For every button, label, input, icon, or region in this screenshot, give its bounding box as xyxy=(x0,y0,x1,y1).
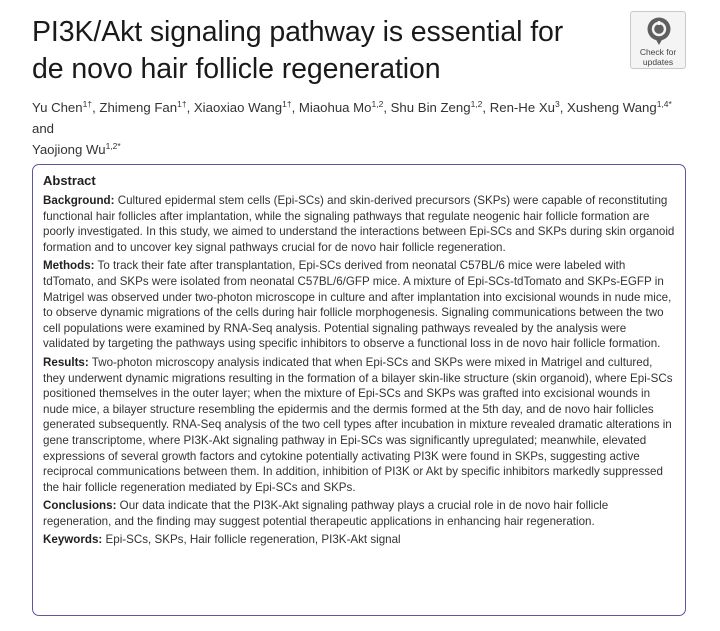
section-label: Methods: xyxy=(43,259,95,273)
author-affiliation: 3 xyxy=(554,99,560,109)
section-text: To track their fate after transplantation, Epi-SCs derived from neonatal C57BL/6 mice were labeled with tdTomato, and SKPs were isolated from neonatal C57BL/6/GFP mice. A mixture of Epi-SCs-tdTomato and SKPs-EGFP in Matrigel was observed under two-photon microscope in culture and after implantation into excisional wounds in nude mice, to observe dynamic migrations of the cells during hair follicle morphogenesis. Signaling communications between the two cell populations were examined by RNA-Seq analysis. Potential signaling pathways revealed by the analysis were validated by targeting the pathways using specific inhibitors to observe a functional loss in de novo hair follicle formation. xyxy=(43,259,672,351)
title-line-2: de novo hair follicle regeneration xyxy=(32,53,441,85)
section-label: Results: xyxy=(43,355,89,369)
author[interactable]: Ren-He Xu xyxy=(489,100,555,115)
badge-line-2: updates xyxy=(642,56,674,67)
section-label: Keywords: xyxy=(43,533,103,547)
abstract-results xyxy=(43,355,675,495)
author-list: Yu Chen$^{1\dagger}$, Zhimeng Fan$^{1\dagger}$, Xiaoxiao Wang$^{1\dagger}$, Miaohua Mo$^{1,2}$, Shu Bin Zeng$^{1,2}$, Ren-He Xu$^3$, Xusheng Wang$^{1,4*}$ and Yaojiong $Wu^{1,2*}$ xyxy=(32,99,672,157)
badge-label xyxy=(631,48,685,67)
section-text: Epi-SCs, SKPs, Hair follicle regeneration, PI3K-Akt signal xyxy=(105,533,401,547)
title-line-1: PI3K/Akt signaling pathway is essential for xyxy=(32,16,564,48)
check-for-updates-badge[interactable] xyxy=(630,11,686,69)
author-affiliation: 1,4* xyxy=(656,99,672,109)
author[interactable]: Xusheng Wang xyxy=(567,100,657,115)
section-text: Our data indicate that the PI3K-Akt signaling pathway plays a crucial role in de novo hair follicle regeneration, and the finding may suggest potential therapeutic applications in enhancing hair regeneration. xyxy=(43,499,609,528)
abstract-conclusions xyxy=(43,498,675,529)
author-affiliation: 1† xyxy=(282,99,292,109)
section-label: Background: xyxy=(43,194,115,207)
abstract-methods xyxy=(43,258,675,352)
abstract-keywords xyxy=(43,532,675,548)
section-text: Two-photon microscopy analysis indicated that when Epi-SCs and SKPs were mixed in Matrigel and cultured, they underwent dynamic migrations resulting in the formation of a bilayer skin-like structure (skin organoid), where Epi-SCs positioned themselves in the outer layer; when the mixture of Epi-SCs and SKPs was grafted into excisional wounds in nude mice, a bilayer structure resembling the epidermis and the dermis formed at the 5th day, and de novo hair follicles generated subsequently. RNA-Seq analysis of the two cell types after incubation in mixture revealed dramatic alterations in gene transcriptome, where PI3K-Akt signaling pathway in Epi-SCs was significantly upregulated; meanwhile, elevated expressions of several growth factors and cytokine potentially activating PI3K were found in SKPs, suggesting active reciprocal communications between them. In addition, inhibition of PI3K or Akt by specific inhibitors markedly suppressed the hair follicle regeneration mediated by Epi-SCs and SKPs. xyxy=(43,355,673,494)
author-affiliation: 1† xyxy=(177,99,187,109)
section-label: Conclusions: xyxy=(43,499,117,513)
author[interactable]: Miaohua Mo xyxy=(298,100,372,115)
paper-title xyxy=(32,14,612,88)
section-text: Cultured epidermal stem cells (Epi-SCs) and skin-derived precursors (SKPs) were capable of reconstituting functional hair follicles after implantation, while the signaling pathways that regulate neogenic hair follicle formation are poorly investigated. In this study, we aimed to understand the interactions between Epi-SCs and SKPs during skin organoid formation and to uncover key signal pathways crucial for de novo hair follicle regeneration. xyxy=(43,194,675,254)
author-conjunction: and xyxy=(32,121,55,136)
abstract-box xyxy=(32,164,686,616)
author-affiliation: 1† xyxy=(82,99,93,109)
author-affiliation: 1,2* xyxy=(105,141,121,151)
check-for-updates-icon xyxy=(646,16,672,46)
abstract-background xyxy=(43,193,675,255)
author-affiliation: 1,2 xyxy=(371,99,384,109)
author[interactable]: Yu Chen xyxy=(32,100,83,115)
badge-line-1: Check for xyxy=(639,47,677,57)
author[interactable]: Zhimeng Fan xyxy=(99,100,178,115)
abstract-heading: Abstract xyxy=(43,173,96,188)
author[interactable]: Shu Bin Zeng xyxy=(390,100,471,115)
author[interactable]: Yaojiong Wu xyxy=(32,142,106,157)
author-affiliation: 1,2 xyxy=(470,99,483,109)
author[interactable]: Xiaoxiao Wang xyxy=(193,100,283,115)
